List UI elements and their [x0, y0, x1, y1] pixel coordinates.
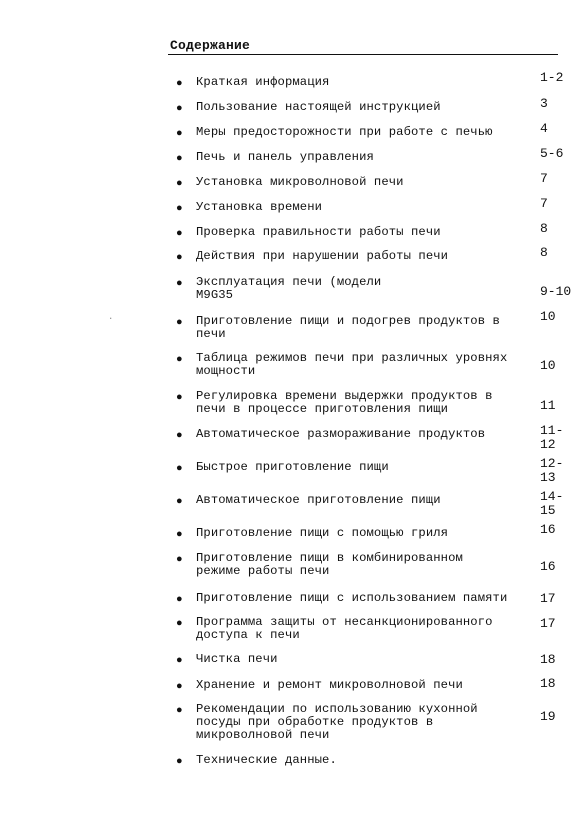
toc-entry-page: 17	[540, 591, 556, 606]
toc-entry-page: 5-6	[540, 146, 564, 161]
toc-entry-page: 7	[540, 171, 548, 186]
toc-entry-page: 9-10	[540, 284, 572, 299]
bullet-icon: ●	[176, 392, 183, 404]
bullet-icon: ●	[176, 554, 183, 566]
toc-entry-title: Печь и панель управления	[196, 150, 374, 164]
bullet-icon: ●	[176, 278, 183, 290]
toc-entry-page: 8	[540, 221, 548, 236]
toc-entry-title: Установка времени	[196, 200, 323, 214]
toc-entry-title: Таблица режимов печи при различных уровнях мощности	[196, 351, 508, 378]
bullet-icon: ●	[176, 252, 183, 264]
bullet-icon: ●	[176, 354, 183, 366]
toc-entry-page: 11	[540, 398, 556, 413]
toc-entry-page: 10	[540, 358, 556, 373]
bullet-icon: ●	[176, 594, 183, 606]
bullet-icon: ●	[176, 705, 183, 717]
toc-entry-title: Приготовление пищи и подогрев продуктов в печи	[196, 314, 500, 341]
toc-entry-page: 18	[540, 676, 556, 691]
toc-entry-page: 16	[540, 522, 556, 537]
toc-entry-page: 18	[540, 652, 556, 667]
scan-speck: ·	[108, 314, 114, 324]
toc-entry-title: Хранение и ремонт микроволновой печи	[196, 678, 463, 692]
bullet-icon: ●	[176, 529, 183, 541]
toc-entry-page: 1-2	[540, 70, 564, 85]
toc-entry-title: Установка микроволновой печи	[196, 175, 404, 189]
toc-entry-title: Меры предосторожности при работе с печью	[196, 125, 493, 139]
bullet-icon: ●	[176, 78, 183, 90]
toc-entry-page: 8	[540, 245, 548, 260]
bullet-icon: ●	[176, 153, 183, 165]
bullet-icon: ●	[176, 655, 183, 667]
page-title: Содержание	[170, 38, 251, 53]
bullet-icon: ●	[176, 681, 183, 693]
bullet-icon: ●	[176, 228, 183, 240]
toc-entry-page: 17	[540, 616, 556, 631]
toc-entry-page: 4	[540, 121, 548, 136]
toc-entry-title: Приготовление пищи с использованием памяти	[196, 591, 508, 605]
toc-entry-title: Чистка печи	[196, 652, 278, 666]
toc-entry-title: Пользование настоящей инструкцией	[196, 100, 441, 114]
toc-entry-title: Программа защиты от несанкционированного доступа к печи	[196, 615, 493, 642]
bullet-icon: ●	[176, 317, 183, 329]
toc-entry-page: 7	[540, 196, 548, 211]
toc-entry-title: Краткая информация	[196, 75, 330, 89]
toc-entry-page: 3	[540, 96, 548, 111]
bullet-icon: ●	[176, 103, 183, 115]
toc-entry-title: Приготовление пищи в комбинированном режиме работы печи	[196, 551, 463, 578]
title-underline	[168, 54, 558, 55]
bullet-icon: ●	[176, 203, 183, 215]
toc-entry-page: 14- 15	[540, 489, 564, 518]
toc-entry-page: 12- 13	[540, 456, 564, 485]
bullet-icon: ●	[176, 618, 183, 630]
toc-entry-title: Эксплуатация печи (модели M9G35	[196, 275, 382, 302]
bullet-icon: ●	[176, 463, 183, 475]
bullet-icon: ●	[176, 756, 183, 768]
toc-entry-title: Действия при нарушении работы печи	[196, 249, 449, 263]
toc-entry-page: 10	[540, 309, 556, 324]
toc-entry-title: Регулировка времени выдержки продуктов в печи в процессе приготовления пищи	[196, 389, 493, 416]
toc-entry-title: Рекомендации по использованию кухонной посуды при обработке продуктов в микроволновой печи	[196, 702, 478, 742]
toc-entry-title: Быстрое приготовление пищи	[196, 460, 389, 474]
toc-entry-page: 19	[540, 709, 556, 724]
toc-entry-title: Проверка правильности работы печи	[196, 225, 441, 239]
bullet-icon: ●	[176, 178, 183, 190]
toc-entry-title: Технические данные.	[196, 753, 337, 767]
bullet-icon: ●	[176, 128, 183, 140]
toc-entry-title: Автоматическое размораживание продуктов	[196, 427, 486, 441]
toc-entry-page: 11- 12	[540, 423, 564, 452]
bullet-icon: ●	[176, 430, 183, 442]
toc-entry-page: 16	[540, 559, 556, 574]
toc-entry-title: Автоматическое приготовление пищи	[196, 493, 441, 507]
toc-entry-title: Приготовление пищи с помощью гриля	[196, 526, 449, 540]
bullet-icon: ●	[176, 496, 183, 508]
